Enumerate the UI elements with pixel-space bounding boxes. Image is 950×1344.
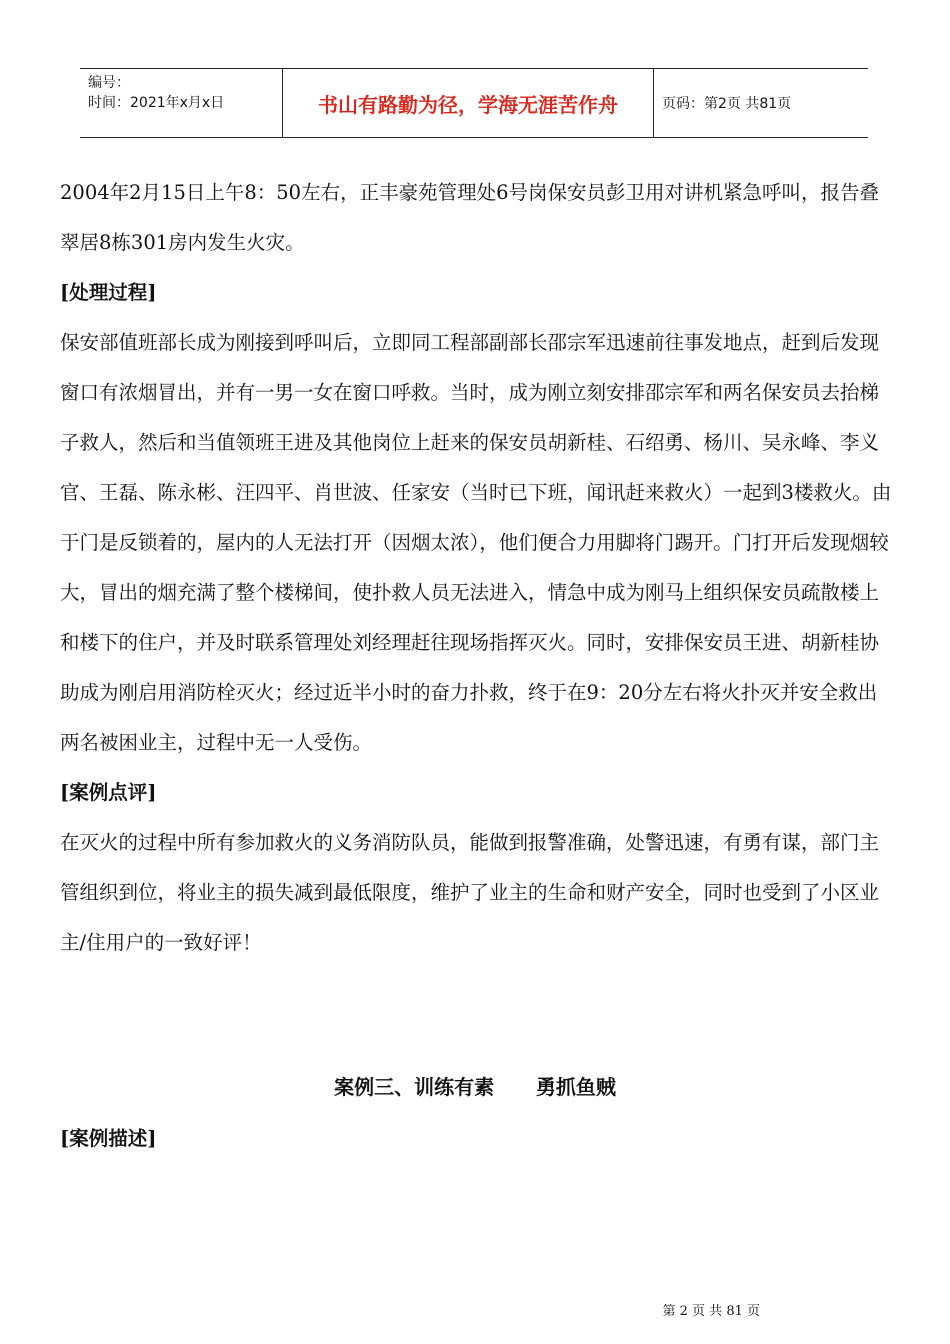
page-footer: 第 2 页 共 81 页 xyxy=(662,1304,760,1319)
number-label: 编号： xyxy=(88,75,130,91)
paragraph-incident: 2004年2月15日上午8：50左右，正丰豪苑管理处6号岗保安员彭卫用对讲机紧急呼叫，报告叠翠居8栋301房内发生火灾。 xyxy=(60,181,879,254)
heading-description: [案例描述] xyxy=(60,1127,157,1150)
heading-process: [处理过程] xyxy=(60,281,157,304)
case-title: 案例三、训练有素 勇抓鱼贼 xyxy=(334,1075,616,1099)
header-motto: 书山有路勤为径，学海无涯苦作舟 xyxy=(282,69,654,137)
header-meta xyxy=(80,69,282,137)
heading-review: [案例点评] xyxy=(60,781,157,804)
document-header xyxy=(80,68,868,138)
paragraph-review: 在灭火的过程中所有参加救火的义务消防队员，能做到报警准确，处警迅速，有勇有谋，部门主管组织到位，将业主的损失减到最低限度，维护了业主的生命和财产安全，同时也受到了小区业主/住用户的一致好评！ xyxy=(60,831,880,954)
header-page-info: 页码：第2页 共81页 xyxy=(662,96,792,112)
time-label: 时间：2021年x月x日 xyxy=(88,95,225,111)
paragraph-process: 保安部值班部长成为刚接到呼叫后，立即同工程部副部长邵宗军迅速前往事发地点，赶到后发现窗口有浓烟冒出，并有一男一女在窗口呼救。当时，成为刚立刻安排邵宗军和两名保安员去抬梯子救人，然后和当值领班王进及其他岗位上赶来的保安员胡新桂、石绍勇、杨川、吴永峰、李义官、王磊、陈永彬、汪四平、肖世波、任家安（当时已下班，闻讯赶来救火）一起到3楼救火。由于门是反锁着的，屋内的人无法打开（因烟太浓），他们便合力用脚将门踢开。门打开后发现烟较大，冒出的烟充满了整个楼梯间，使扑救人员无法进入，情急中成为刚马上组织保安员疏散楼上和楼下的住户，并及时联系管理处刘经理赶往现场指挥灭火。同时，安排保安员王进、胡新桂协助成为刚启用消防栓灭火；经过近半小时的奋力扑救，终于在9：20分左右将火扑灭并安全救出两名被困业主，过程中无一人受伤。 xyxy=(60,331,892,754)
document-body xyxy=(60,168,895,968)
